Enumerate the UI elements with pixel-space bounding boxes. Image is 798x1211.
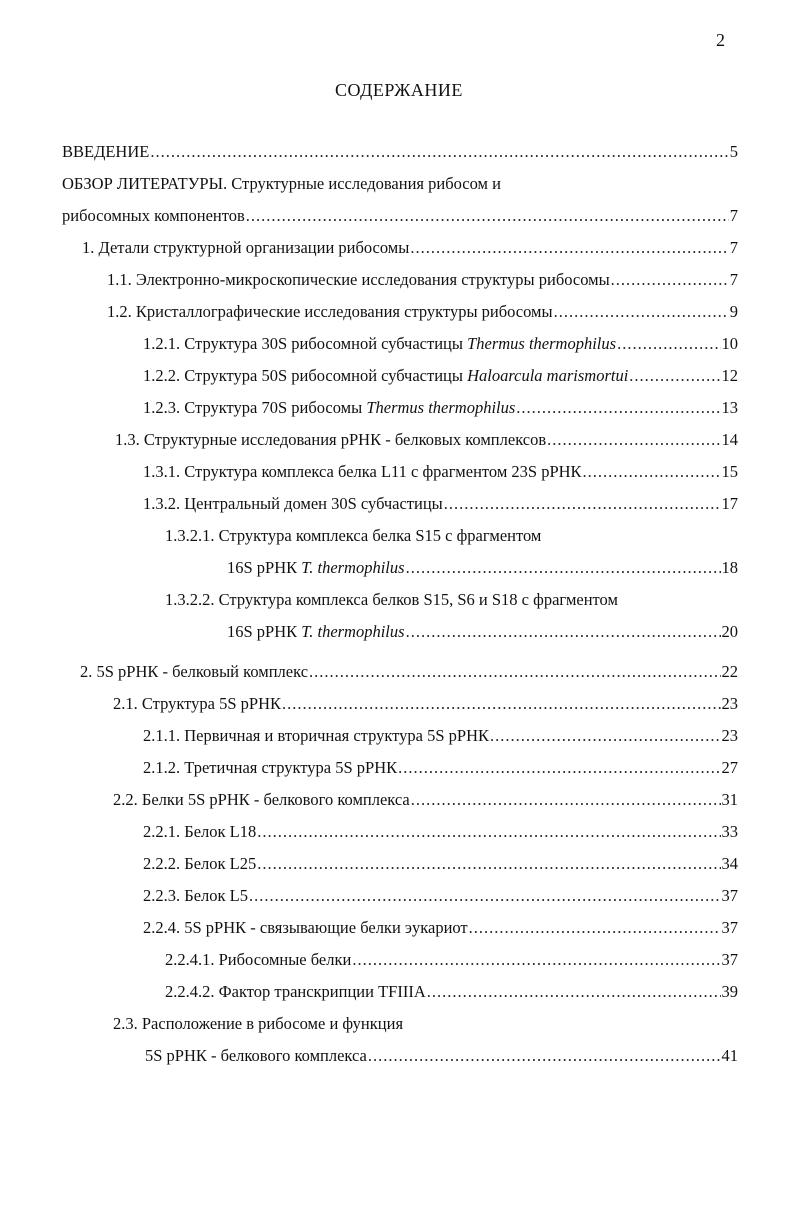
toc-entry: рибосомных компонентов ..... 7: [62, 206, 738, 234]
toc-entry: 1.3.1. Структура комплекса белка L11 с фрагментом 23S рРНК ..... 15: [143, 462, 738, 490]
toc-entry: 2.2. Белки 5S рРНК - белкового комплекса ..... 31: [113, 790, 738, 818]
page-title: СОДЕРЖАНИЕ: [335, 80, 463, 100]
page-number: 2: [716, 30, 725, 50]
toc-entry: 2.1.2. Третичная структура 5S рРНК ..... 27: [143, 758, 738, 786]
toc-entry: 1.1. Электронно-микроскопические исследования структуры рибосомы ..... 7: [107, 270, 738, 298]
toc-entry: 2.2.2. Белок L25 ..... 34: [143, 854, 738, 882]
toc-entry: 16S рРНК T. thermophilus ..... 20: [227, 622, 738, 650]
toc-entry: 1.3. Структурные исследования рРНК - белковых комплексов ..... 14: [115, 430, 738, 458]
toc-entry: 2. 5S рРНК - белковый комплекс ..... 22: [80, 662, 738, 690]
toc-entry: 1. Детали структурной организации рибосомы ..... 7: [82, 238, 738, 266]
toc-entry: 2.3. Расположение в рибосоме и функция: [113, 1014, 404, 1033]
toc-entry: 1.2.2. Структура 50S рибосомной субчастицы Haloarcula marismortui ..... 12: [143, 366, 738, 394]
toc-entry: 1.2.1. Структура 30S рибосомной субчастицы Thermus thermophilus ..... 10: [143, 334, 738, 362]
toc-entry: ВВЕДЕНИЕ ..... 5: [62, 142, 738, 170]
toc-entry: ОБЗОР ЛИТЕРАТУРЫ. Структурные исследования рибосом и: [62, 174, 501, 193]
toc-entry: 2.1.1. Первичная и вторичная структура 5S рРНК ..... 23: [143, 726, 738, 754]
toc-entry: 2.2.1. Белок L18 ..... 33: [143, 822, 738, 850]
toc-entry: 2.2.4.1. Рибосомные белки ..... 37: [165, 950, 738, 978]
toc-entry: 1.3.2.2. Структура комплекса белков S15, S6 и S18 с фрагментом: [165, 590, 618, 609]
toc-entry: 5S рРНК - белкового комплекса ..... 41: [145, 1046, 738, 1074]
toc-entry: 2.2.4. 5S рРНК - связывающие белки эукариот ..... 37: [143, 918, 738, 946]
toc-entry: 1.2. Кристаллографические исследования структуры рибосомы ..... 9: [107, 302, 738, 330]
toc-entry: 2.2.4.2. Фактор транскрипции TFIIIA ..... 39: [165, 982, 738, 1010]
toc-entry: 2.2.3. Белок L5 ..... 37: [143, 886, 738, 914]
toc-entry: 16S рРНК T. thermophilus ..... 18: [227, 558, 738, 586]
toc-entry: 1.3.2.1. Структура комплекса белка S15 с фрагментом: [165, 526, 542, 545]
toc-entry: 2.1. Структура 5S рРНК ..... 23: [113, 694, 738, 722]
toc-entry: 1.3.2. Центральный домен 30S субчастицы ..... 17: [143, 494, 738, 522]
toc-entry: 1.2.3. Структура 70S рибосомы Thermus thermophilus ..... 13: [143, 398, 738, 426]
